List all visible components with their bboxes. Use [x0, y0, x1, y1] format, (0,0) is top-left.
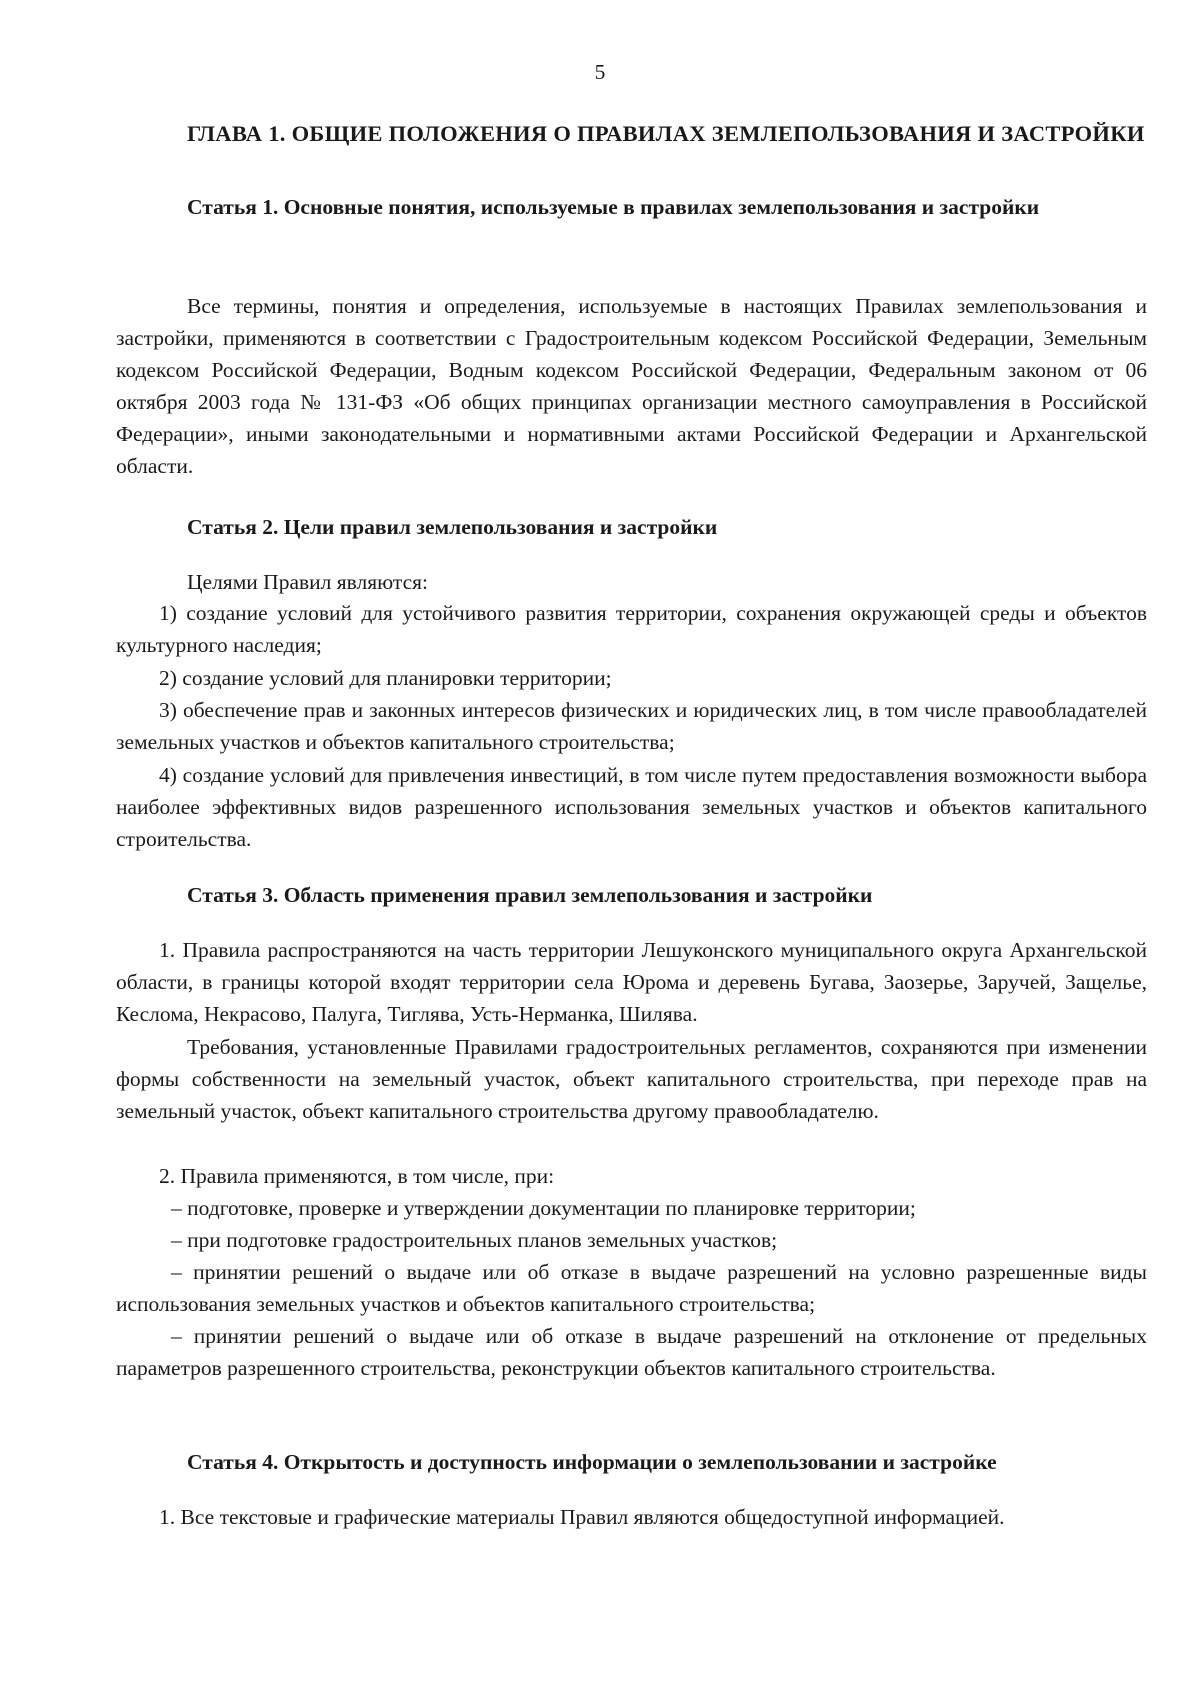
- article-1-text: Все термины, понятия и определения, используемые в настоящих Правилах землепользования и застройки, применяются в соответствии с Градостроительным кодексом Российской Федерации, Земельным кодексом Российской Федерации, Водным кодексом Российской Федерации, Федеральным законом от 06 октября 2003 года № 131-ФЗ «Об общих принципах организации местного самоуправления в Российской Федерации», иными законодательными и нормативными актами Российской Федерации и Архангельской области.: [116, 294, 1147, 478]
- article-3-paragraph-1: 1. Правила распространяются на часть территории Лешуконского муниципального округа Архангельской области, в границы которой входят территории села Юрома и деревень Бугава, Заозерье, Заручей, Защелье, Кеслома, Некрасово, Палуга, Тиглява, Усть-Нерманка, Шилява.: [116, 938, 1147, 1026]
- article-3-bullet-1: – подготовке, проверке и утверждении документации по планировке территории;: [171, 1196, 916, 1220]
- article-2-item-4: 4) создание условий для привлечения инвестиций, в том числе путем предоставления возможности выбора наиболее эффективных видов разрешенного использования земельных участков и объектов капитального строительства.: [116, 763, 1147, 851]
- article-3-bullet-4: – принятии решений о выдаче или об отказе в выдаче разрешений на отклонение от предельных параметров разрешенного строительства, реконструкции объектов капитального строительства.: [116, 1324, 1147, 1380]
- article-4-paragraph-1: 1. Все текстовые и графические материалы Правил являются общедоступной информацией.: [159, 1505, 1005, 1529]
- article-3-paragraph-2: Требования, установленные Правилами градостроительных регламентов, сохраняются при изменении формы собственности на земельный участок, объект капитального строительства, при переходе прав на земельный участок, объект капитального строительства другому правообладателю.: [116, 1035, 1147, 1123]
- article-2-intro: Целями Правил являются:: [187, 570, 428, 594]
- article-3-bullet-2: – при подготовке градостроительных планов земельных участков;: [171, 1228, 778, 1252]
- article-3-heading: Статья 3. Область применения правил землепользования и застройки: [187, 883, 873, 907]
- article-2-heading: Статья 2. Цели правил землепользования и застройки: [187, 515, 718, 539]
- article-2-item-1: 1) создание условий для устойчивого развития территории, сохранения окружающей среды и объектов культурного наследия;: [116, 601, 1147, 657]
- article-2-item-2: 2) создание условий для планировки территории;: [159, 666, 612, 690]
- article-3-bullet-3: – принятии решений о выдаче или об отказе в выдаче разрешений на условно разрешенные виды использования земельных участков и объектов капитального строительства;: [116, 1260, 1147, 1316]
- article-3-paragraph-3: 2. Правила применяются, в том числе, при:: [159, 1164, 555, 1188]
- page-number: 5: [594, 60, 606, 84]
- chapter-title: ГЛАВА 1. ОБЩИЕ ПОЛОЖЕНИЯ О ПРАВИЛАХ ЗЕМЛЕПОЛЬЗОВАНИЯ И ЗАСТРОЙКИ: [187, 121, 1145, 146]
- article-4-heading: Статья 4. Открытость и доступность информации о землепользовании и застройке: [187, 1450, 997, 1474]
- article-1-heading: Статья 1. Основные понятия, используемые в правилах землепользования и застройки: [187, 195, 1040, 219]
- article-2-item-3: 3) обеспечение прав и законных интересов физических и юридических лиц, в том числе правообладателей земельных участков и объектов капитального строительства;: [116, 698, 1147, 754]
